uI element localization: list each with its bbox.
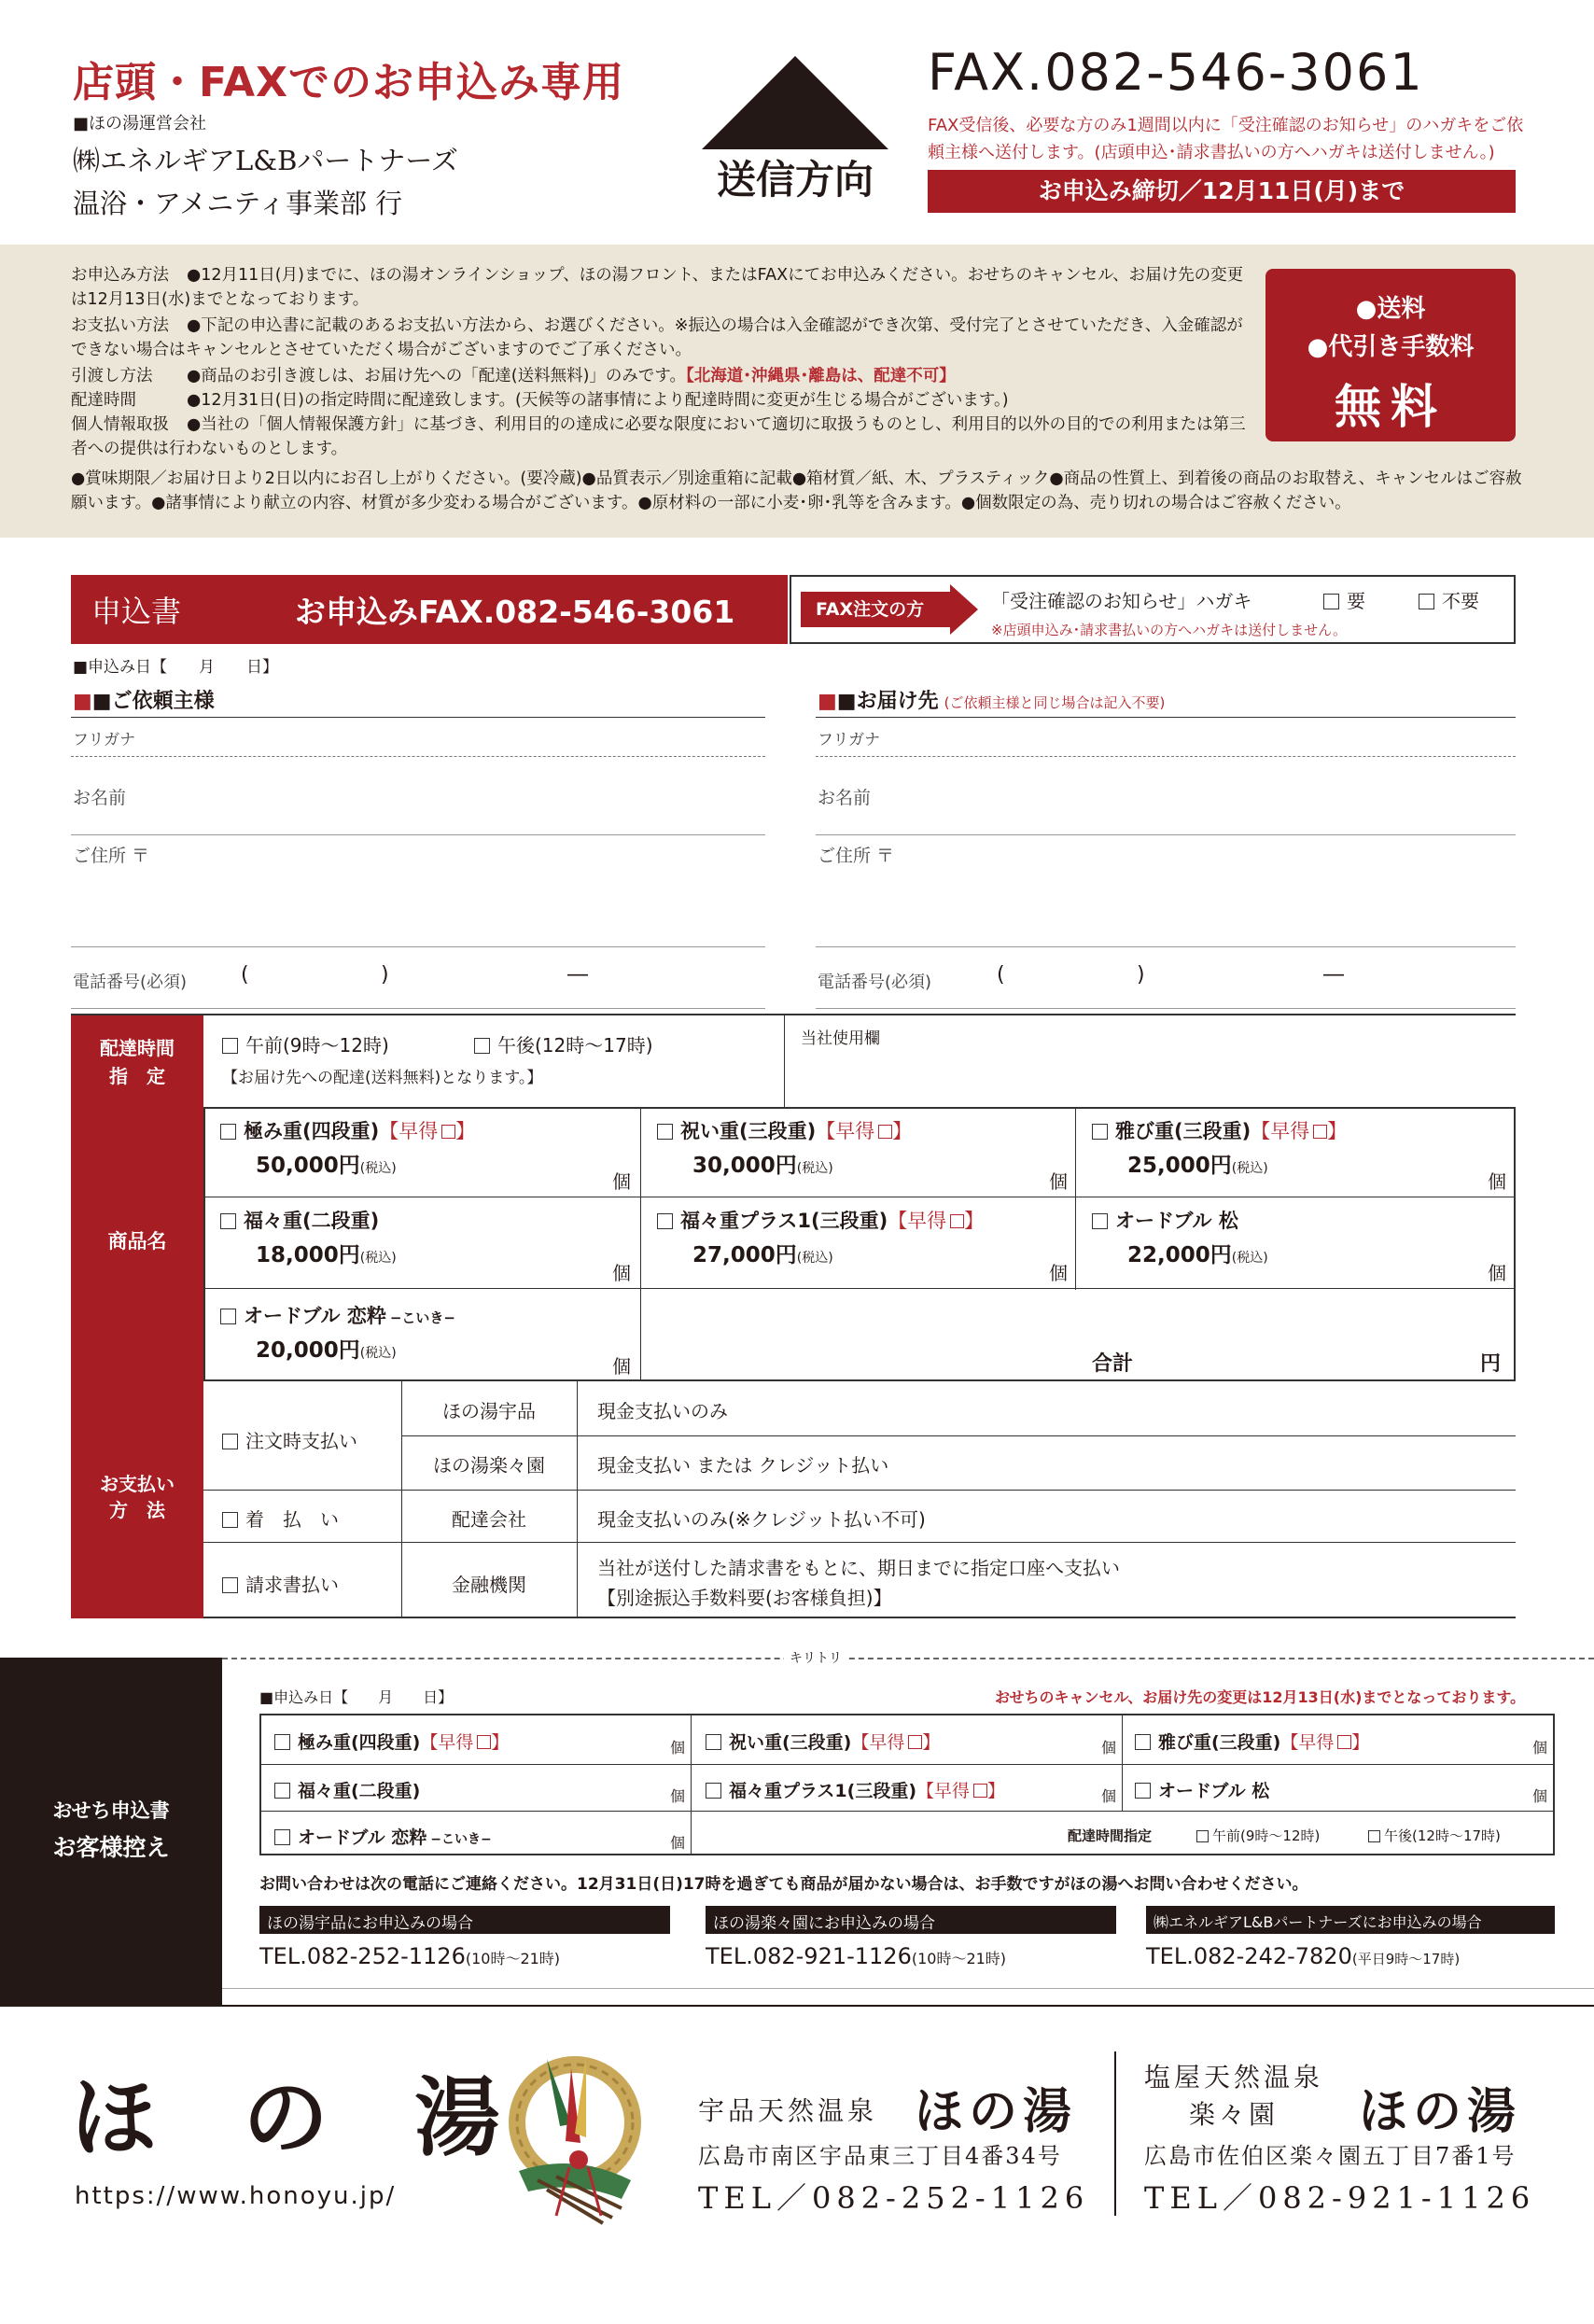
divider [816,717,1516,718]
checkbox[interactable] [274,1783,290,1799]
paren-close: ) [381,963,389,987]
info-warning: 【北海道･沖縄県･離島は、配達不可】 [686,367,956,385]
checkbox[interactable] [706,1734,721,1750]
checkbox[interactable] [274,1829,290,1845]
stub-subtitle: お客様控え [52,1834,170,1861]
unit-label: 個 [669,1787,685,1805]
unit-label: 個 [669,1834,685,1852]
store1-address: 広島市南区宇品東三丁目4番34号 [698,2143,1062,2169]
send-direction-arrow-icon [702,56,888,149]
checkbox[interactable] [220,1309,236,1324]
stub-am-option[interactable] [1196,1826,1320,1845]
product-name: 雅び重(三段重) [1115,1120,1251,1142]
product-hors-doeuvre-koiki[interactable] [220,1301,631,1378]
payment-place: ほの湯宇品 [442,1400,536,1422]
recipient-note: (ご依頼主様と同じ場合は記入不要) [944,694,1166,711]
info-label: お申込み方法 [71,266,169,285]
delivery-pm-option[interactable] [474,1030,653,1057]
tax-label: (税込) [796,1161,833,1176]
divider [203,1490,1516,1491]
requester-heading: ■■ご依頼主様 [73,690,215,713]
checkbox[interactable] [1092,1213,1108,1229]
paren-open: ( [997,963,1005,987]
stub-product-fukufuku[interactable] [274,1777,685,1805]
checkbox[interactable] [706,1783,721,1799]
early-label: 【早得 [1280,1732,1335,1753]
badge-free: 無料 [1335,380,1447,434]
checkbox[interactable] [1323,594,1339,609]
bracket: 】 [491,1732,510,1753]
info-label: 個人情報取扱 [71,415,169,434]
tax-label: (税込) [1231,1251,1268,1266]
product-name: 極み重(四段重) [298,1732,421,1753]
info-notes: ●賞味期限／お届け日より2日以内にお召し上がりください。(要冷蔵)●品質表示／別途重箱に記載●箱材質／紙、木、プラスティック●商品の性質上、到着後の商品のお取替え、キャンセルはご容赦願います。●諸事情により献立の内容、材質が多少変わる場合がございます。●原材料の一部に小麦･卵･乳等を含みます。●個数限定の為、売り切れの場合はご容赦ください。 [71,469,1522,512]
unit-label: 個 [1488,1262,1506,1284]
tax-label: (税込) [796,1251,833,1266]
send-direction-label: 送信方向 [716,157,874,203]
store2-address: 広島市佐伯区楽々園五丁目7番1号 [1144,2143,1517,2169]
info-row-handover [71,364,1247,388]
early-label: 【早得 [888,1210,947,1232]
divider [222,1988,1594,1989]
payment-desc: 現金支払いのみ [597,1400,728,1422]
early-label: 【早得 [851,1732,905,1753]
divider [203,1542,1516,1543]
divider [1114,2051,1116,2216]
early-label: 【早得 [816,1120,875,1142]
unit-label: 個 [1531,1787,1547,1805]
stub-product-kiwami[interactable] [274,1729,685,1757]
checkbox[interactable] [1092,1124,1108,1140]
store1-name: ほの湯 [915,2083,1078,2140]
contact-hours: (平日9時〜17時) [1351,1951,1461,1967]
store1-title: 宇品天然温泉 [698,2095,878,2126]
checkbox[interactable] [1135,1783,1151,1799]
product-name: 福々重プラス1(三段重) [729,1781,917,1801]
divider [784,1014,785,1107]
product-name: 福々重(二段重) [244,1210,380,1232]
unit-label: 個 [612,1262,631,1284]
stub-title: おせち申込書 [52,1799,170,1822]
office-use-label: 当社使用欄 [801,1029,880,1048]
early-label: 【早得 [379,1120,439,1142]
heading-text: ■ご依頼主様 [91,690,215,713]
option-label: 午前(9時〜12時) [1212,1827,1321,1844]
badge-line1: ●送料 [1355,295,1426,323]
stub-inquiry: お問い合わせは次の電話にご連絡ください。12月31日(日)17時を過ぎても商品が届かない場合は、お手数ですがほの湯へお問い合わせください。 [259,1875,1308,1894]
payment-desc: 当社が送付した請求書をもとに、期日までに指定口座へ支払い [597,1557,1120,1579]
store2-name: ほの湯 [1359,2083,1522,2140]
payment-place: 金融機関 [452,1574,526,1596]
checkbox[interactable] [657,1213,673,1229]
tax-label: (税込) [359,1346,397,1361]
payment-desc2: 【別途振込手数料要(お客様負担)】 [597,1587,892,1609]
postcard-note: ※店頭申込み･請求書払いの方へハガキは送付しません。 [991,622,1347,638]
divider [401,1435,1516,1436]
cut-label: キリトリ [784,1648,847,1667]
honoyu-logo: ほ の 湯 [71,2067,529,2168]
early-checkbox[interactable] [441,1125,455,1139]
recipient-address-field[interactable] [816,946,1516,947]
requester-phone-label: 電話番号(必須) [73,973,188,992]
unit-label: 個 [1531,1739,1547,1757]
requester-name-field[interactable] [71,834,765,835]
payment-place: 配達会社 [452,1508,526,1531]
product-price: 25,000円 [1127,1154,1232,1178]
stub-delivery-label: 配達時間指定 [1068,1827,1153,1844]
checkbox[interactable] [474,1038,490,1054]
form-fax: お申込みFAX.082-546-3061 [295,594,735,630]
info-label: 引渡し方法 [71,367,153,385]
checkbox[interactable] [1419,594,1434,609]
paren-open: ( [241,963,249,987]
postcard-box [790,575,1516,644]
early-checkbox[interactable] [878,1125,892,1139]
payment-place: ほの湯楽々園 [433,1454,545,1477]
requester-furigana-field[interactable] [71,756,765,757]
store1-tel: TEL／082-252-1126 [698,2180,1090,2216]
info-text: ●商品のお引き渡しは、お届け先への「配達(送料無料)」のみです。 [187,367,687,385]
contact-tel: TEL.082-252-1126 [259,1943,466,1969]
product-price: 22,000円 [1127,1243,1232,1267]
application-date[interactable]: ■申込み日【 月 日】 [73,658,279,677]
info-text: ●下記の申込書に記載のあるお支払い方法から、お選びください。※振込の場合は入金確認ができ次第、受付完了とさせていただき、入金確認ができない場合はキャンセルとさせていただく場合がございますのでご了承ください。 [71,316,1243,359]
tax-label: (税込) [359,1251,397,1266]
postcard-label: 「受注確認のお知らせ」ハガキ [991,590,1252,612]
product-name: 福々重(二段重) [298,1781,421,1801]
product-price: 50,000円 [256,1154,360,1178]
stub-side-panel [0,1658,222,2005]
postcard-no-need-option[interactable] [1419,586,1479,613]
divider [0,2005,1594,2007]
product-subname: −こいき− [389,1309,455,1326]
info-text: ●12月31日(日)の指定時間に配達致します。(天候等の諸事情により配達時間に変更が生じる場合がございます。) [187,391,1009,410]
tax-label: (税込) [359,1161,397,1176]
info-text: ●12月11日(月)までに、ほの湯オンラインショップ、ほの湯フロント、またはFAXにてお申込みください。おせちのキャンセル、お届け先の変更は12月13日(水)までとなっております。 [71,266,1244,309]
stub-product-iwai[interactable] [706,1729,1116,1757]
product-subname: −こいき− [430,1832,492,1847]
contact-tel: TEL.082-242-7820 [1146,1943,1352,1969]
paren-close: ) [1137,963,1145,987]
tax-label: (税込) [1231,1161,1268,1176]
checkbox[interactable] [222,1577,238,1593]
info-row-time [71,388,1247,413]
info-label: 配達時間 [71,391,136,410]
product-name: 祝い重(三段重) [680,1120,817,1142]
company-name: ㈱エネルギアL&Bパートナーズ [73,145,458,176]
payment-label: お支払い 方 法 [71,1381,203,1618]
product-fukufuku[interactable] [220,1206,631,1284]
contact-label: ほの湯楽々園にお申込みの場合 [706,1906,1116,1934]
product-price: 27,000円 [692,1243,797,1267]
product-iwai[interactable] [657,1116,1068,1195]
unit-label: 個 [612,1355,631,1378]
recipient-heading: ■■お届け先 (ご依頼主様と同じ場合は記入不要) [818,690,1166,713]
bracket: 】 [1327,1120,1348,1142]
stub-date[interactable]: ■申込み日【 月 日】 [259,1688,454,1706]
product-name: 福々重プラス1(三段重) [680,1210,888,1232]
checkbox[interactable] [274,1734,290,1750]
unit-label: 個 [669,1739,685,1757]
contact-tel: TEL.082-921-1126 [706,1943,912,1969]
fax-note: FAX受信後、必要な方のみ1週間以内に「受注確認のお知らせ」のハガキをご依頼主様へ送付します。(店頭申込･請求書払いの方へハガキは送付しません。) [928,116,1524,162]
form-title: 申込書 [91,594,182,629]
contact-rakurakuen [706,1943,1006,1969]
divider [71,717,765,718]
product-price: 18,000円 [256,1243,360,1267]
stub-product-fukufuku-plus[interactable] [706,1777,1116,1805]
cash-on-delivery-option[interactable] [222,1505,339,1532]
product-fukufuku-plus[interactable] [657,1206,1068,1284]
recipient-phone-field[interactable] [816,1008,1516,1009]
checkbox[interactable] [222,1038,238,1054]
operator-label: ■ほの湯運営会社 [73,114,207,133]
contact-label: ㈱エネルギアL&Bパートナーズにお申込みの場合 [1146,1906,1555,1934]
bracket: 】 [922,1732,941,1753]
info-row-privacy [71,413,1247,461]
requester-phone-field[interactable] [71,1008,765,1009]
option-label: 午後(12時〜17時) [497,1034,653,1057]
recipient-phone-label: 電話番号(必須) [818,973,932,992]
pay-on-order-option[interactable] [222,1426,357,1453]
page-title: 店頭・FAXでのお申込み専用 [73,59,624,106]
fax-number: FAX.082-546-3061 [928,43,1424,102]
early-checkbox[interactable] [477,1735,491,1749]
info-label: お支払い方法 [71,316,169,335]
product-name: 雅び重(三段重) [1158,1732,1281,1753]
total-label: 合計 [1092,1352,1134,1376]
bracket: 】 [964,1210,985,1232]
info-row-payment [71,314,1247,362]
checkbox[interactable] [222,1512,238,1528]
stub-pm-option[interactable] [1368,1826,1501,1845]
product-name: 極み重(四段重) [244,1120,380,1142]
divider [71,1014,1516,1015]
store2-subtitle: 楽々園 [1189,2099,1279,2130]
divider [1122,1714,1123,1811]
site-url[interactable]: https://www.honoyu.jp/ [75,2182,397,2210]
early-label: 【早得 [1251,1120,1310,1142]
recipient-name-label: お名前 [818,788,872,808]
divider [1075,1107,1076,1290]
unit-label: 個 [612,1170,631,1193]
recipient-furigana-label: フリガナ [818,731,881,749]
invoice-option[interactable] [222,1570,339,1597]
checkbox[interactable] [220,1124,236,1140]
recipient-name-field[interactable] [816,834,1516,835]
product-kiwami[interactable] [220,1116,631,1195]
checkbox[interactable] [1196,1830,1209,1842]
divider [691,1714,692,1855]
early-label: 【早得 [420,1732,474,1753]
requester-address-field[interactable] [71,946,765,947]
contact-energia [1146,1943,1460,1969]
option-label: 着 払 い [245,1508,339,1531]
total-yen[interactable]: 円 [1480,1352,1502,1376]
recipient-address-label: ご住所 〒 [818,846,895,866]
phone-dash: ― [1323,963,1344,987]
divider [259,1811,1555,1812]
info-text: ●当社の「個人情報保護方針」に基づき、利用目的の達成に必要な限度において適切に取扱うものとし、利用目的以外の目的での利用または第三者への提供は行わないものとします。 [71,415,1246,458]
product-miyabi[interactable] [1092,1116,1506,1195]
delivery-note: 【お届け先への配達(送料無料)となります。】 [222,1069,543,1087]
product-label: 商品名 [71,1107,203,1381]
requester-address-label: ご住所 〒 [73,846,150,866]
shimenawa-decoration-icon [482,2040,668,2227]
phone-dash: ― [567,963,588,987]
requester-furigana-label: フリガナ [73,731,136,749]
contact-ujina [259,1943,560,1969]
product-price: 30,000円 [692,1154,797,1178]
early-checkbox[interactable] [1337,1735,1351,1749]
deadline-banner: お申込み締切／12月11日(月)まで [928,170,1516,213]
contact-hours: (10時〜21時) [911,1950,1007,1967]
delivery-am-option[interactable] [222,1030,389,1057]
checkbox[interactable] [1368,1830,1380,1842]
contact-label: ほの湯宇品にお申込みの場合 [259,1906,670,1934]
delivery-time-label: 配達時間 指 定 [71,1014,203,1107]
product-name: オードブル 松 [1115,1210,1238,1232]
divider [640,1107,641,1381]
bracket: 】 [987,1781,1006,1801]
unit-label: 個 [1488,1170,1506,1193]
product-price: 20,000円 [256,1338,360,1363]
early-checkbox[interactable] [908,1735,922,1749]
unit-label: 個 [1049,1170,1068,1193]
product-name: オードブル 松 [1158,1781,1270,1801]
free-shipping-badge [1265,269,1516,441]
form-header [71,575,788,644]
option-label: 不要 [1442,590,1479,612]
store2-tel: TEL／082-921-1126 [1144,2180,1536,2216]
contact-hours: (10時〜21時) [465,1950,561,1967]
department-name: 温浴・アメニティ事業部 行 [73,188,403,219]
early-label: 【早得 [916,1781,971,1801]
requester-name-label: お名前 [73,788,127,808]
product-name: 祝い重(三段重) [729,1732,852,1753]
fax-arrow-label: FAX注文の方 [816,599,925,620]
product-name: オードブル 恋粋 [244,1305,386,1327]
unit-label: 個 [1100,1787,1116,1805]
divider [259,1764,1555,1765]
product-hors-doeuvre-matsu[interactable] [1092,1206,1506,1284]
bracket: 】 [455,1120,476,1142]
early-checkbox[interactable] [950,1214,964,1228]
bracket: 】 [1351,1732,1370,1753]
badge-line2: ●代引き手数料 [1307,333,1475,361]
checkbox[interactable] [220,1213,236,1229]
stub-product-koiki[interactable] [274,1824,685,1852]
payment-desc: 現金支払い または クレジット払い [597,1454,889,1477]
cut-line [222,1658,1594,1659]
product-name: オードブル 恋粋 [298,1827,427,1848]
store2-title: 塩屋天然温泉 [1144,2062,1324,2093]
divider [577,1381,578,1618]
option-label: 午前(9時〜12時) [245,1034,389,1057]
stub-product-miyabi[interactable] [1135,1729,1547,1757]
unit-label: 個 [1049,1262,1068,1284]
checkbox[interactable] [657,1124,673,1140]
option-label: 注文時支払い [245,1430,357,1452]
checkbox[interactable] [222,1434,238,1449]
early-checkbox[interactable] [973,1784,987,1798]
checkbox[interactable] [1135,1734,1151,1750]
divider [203,1288,1516,1289]
recipient-furigana-field[interactable] [816,756,1516,757]
option-label: 午後(12時〜17時) [1384,1827,1501,1844]
bracket: 】 [892,1120,913,1142]
option-label: 請求書払い [245,1574,339,1596]
info-row-order [71,263,1247,312]
payment-desc: 現金支払いのみ(※クレジット払い不可) [597,1508,926,1531]
stub-product-matsu[interactable] [1135,1777,1547,1805]
postcard-need-option[interactable] [1323,586,1365,613]
unit-label: 個 [1100,1739,1116,1757]
stub-change-note: おせちのキャンセル、お届け先の変更は12月13日(水)までとなっております。 [995,1688,1526,1706]
option-label: 要 [1347,590,1365,612]
early-checkbox[interactable] [1313,1125,1327,1139]
heading-text: ■お届け先 [836,690,939,713]
